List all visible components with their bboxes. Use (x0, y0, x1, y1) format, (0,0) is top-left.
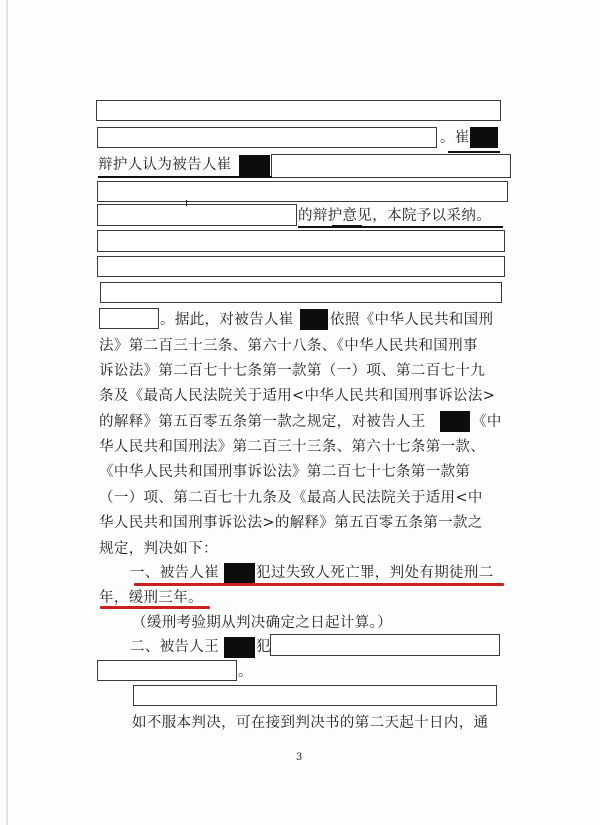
redaction-box (97, 204, 297, 226)
redacted-name (300, 309, 328, 330)
text-line: 依照《中华人民共和国刑 (330, 312, 494, 328)
verdict-item-1-text: 犯过失致人死亡罪，判处有期徒刑二 (256, 565, 494, 581)
redaction-box (97, 230, 505, 252)
underline-mark (98, 176, 272, 178)
redaction-box (97, 256, 505, 277)
redacted-name (440, 411, 470, 432)
text-line: 的辩护意见，本院予以采纳。 (298, 208, 492, 224)
text-line: 法》第二百三十三条、第六十八条、《中华人民共和国刑事 (99, 338, 478, 354)
verdict-item-1-cont: 年，缓刑三年。 (99, 590, 203, 606)
red-underline (134, 583, 504, 586)
text-line: 。崔 (440, 130, 470, 146)
page-edge (6, 0, 8, 825)
verdict-item-2-text: 犯 (256, 639, 271, 655)
redaction-box (97, 127, 437, 148)
text-line: 《中 (472, 414, 502, 430)
page-number: 3 (296, 752, 303, 763)
text-line: 辩护人认为被告人崔 (98, 157, 232, 173)
text-line: （一）项、第二百七十九条及《最高人民法院关于适用<中 (99, 490, 483, 506)
redaction-box (96, 100, 501, 121)
text-line: 华人民共和国刑事诉讼法>的解释》第五百零五条第一款之 (99, 515, 483, 531)
redaction-box (97, 181, 508, 202)
redacted-name (239, 155, 270, 176)
text-line: 。 (238, 664, 253, 680)
redaction-box (97, 660, 237, 681)
redacted-name (224, 637, 255, 658)
underline-mark (448, 151, 500, 153)
redacted-name (224, 563, 255, 584)
redaction-box (100, 282, 502, 303)
redacted-name (470, 127, 498, 148)
verdict-item-1: 一、被告人崔 (130, 565, 220, 581)
pen-mark (186, 200, 187, 206)
verdict-item-2: 二、被告人王 (130, 639, 220, 655)
text-line: 《中华人民共和国刑事诉讼法》第二百七十七条第一款第 (99, 464, 471, 480)
text-line: 诉讼法》第二百七十七条第一款第（一）项、第二百七十九 (99, 363, 486, 379)
text-line: 。据此，对被告人崔 (160, 312, 294, 328)
redaction-box (99, 308, 159, 329)
red-underline (100, 606, 210, 609)
text-line: 的解释》第五百零五条第一款之规定，对被告人王 (99, 414, 426, 430)
text-line: 规定，判决如下： (99, 541, 218, 557)
underline-mark (298, 226, 503, 228)
redaction-box (133, 685, 497, 706)
text-line: 华人民共和国刑法》第二百三十三条、第六十七条第一款、 (99, 439, 486, 455)
redaction-box (270, 634, 500, 656)
appeal-notice: 如不服本判决，可在接到判决书的第二天起十日内，通 (132, 715, 489, 731)
verdict-item-1-note: （缓刑考验期从判决确定之日起计算。） (132, 615, 393, 631)
text-line: 条及《最高人民法院关于适用<中华人民共和国刑事诉讼法> (99, 388, 496, 404)
redaction-box (271, 154, 511, 178)
